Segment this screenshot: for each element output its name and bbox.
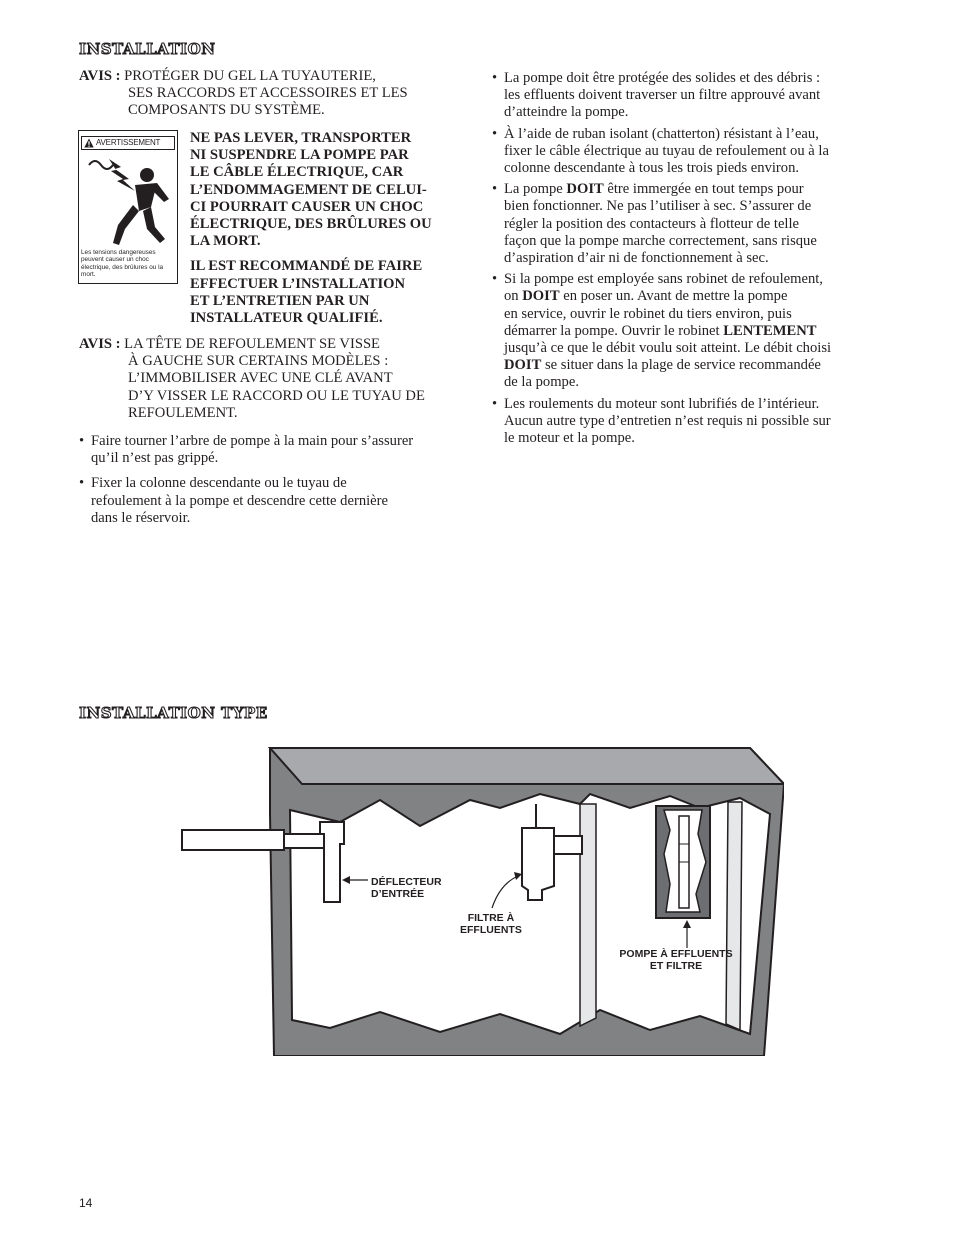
- electric-shock-icon: [85, 153, 173, 247]
- section-title-installation: INSTALLATION: [79, 40, 216, 58]
- bullet-list-left: [79, 433, 469, 527]
- notice-line: PROTÉGER DU GEL LA TUYAUTERIE,: [124, 68, 376, 84]
- notice-line: L’IMMOBILISER AVEC UNE CLÉ AVANT: [128, 370, 393, 387]
- warning-text: [190, 130, 460, 327]
- label-effluent-pump: POMPE À EFFLUENTS ET FILTRE: [619, 948, 733, 972]
- notice-line: D’Y VISSER LE RACCORD OU LE TUYAU DE: [128, 387, 425, 404]
- warning-line: L’ENDOMMAGEMENT DE CELUI-: [190, 181, 427, 198]
- septic-tank-diagram: [180, 744, 784, 1056]
- label-effluent-filter: FILTRE À EFFLUENTS: [460, 912, 522, 936]
- warning-line: EFFECTUER L’INSTALLATION: [190, 275, 406, 292]
- list-item: • Faire tourner l’arbre de pompe à la main pour s’assurer qu’il n’est pas grippé.: [79, 433, 469, 467]
- warning-line: LA MORT.: [190, 233, 261, 250]
- notice-line: COMPOSANTS DU SYSTÈME.: [128, 102, 325, 119]
- warning-line: NI SUSPENDRE LA POMPE PAR: [190, 147, 409, 164]
- notice-line: SES RACCORDS ET ACCESSOIRES ET LES: [128, 85, 408, 102]
- notice-discharge-head: [79, 336, 469, 422]
- warning-header: [81, 136, 175, 150]
- label-inlet-deflector: DÉFLECTEUR D’ENTRÉE: [371, 876, 442, 900]
- notice-frost: [79, 68, 469, 120]
- notice-line: REFOULEMENT.: [128, 404, 238, 421]
- list-item: • À l’aide de ruban isolant (chatterton) résistant à l’eau, fixer le câble électrique au tuyau de refoulement ou à la colonne descendante à tous les trois pieds environ.: [492, 126, 892, 178]
- warning-line: INSTALLATEUR QUALIFIÉ.: [190, 310, 383, 327]
- warning-label-box: [78, 130, 178, 284]
- notice-line: LA TÊTE DE REFOULEMENT SE VISSE: [124, 336, 380, 352]
- warning-triangle-icon: [84, 138, 94, 148]
- list-item: • Fixer la colonne descendante ou le tuyau de refoulement à la pompe et descendre cette dernière dans le réservoir.: [79, 475, 469, 527]
- warning-line: NE PAS LEVER, TRANSPORTER: [190, 130, 412, 146]
- section-title-installation-type: INSTALLATION TYPE: [79, 704, 268, 722]
- notice-label: AVIS :: [79, 68, 121, 84]
- warning-line: LE CÂBLE ÉLECTRIQUE, CAR: [190, 164, 404, 181]
- list-item: • Les roulements du moteur sont lubrifiés de l’intérieur. Aucun autre type d’entretien n’est requis ni possible sur le moteur et la pompe.: [492, 396, 892, 448]
- page-number: 14: [79, 1196, 93, 1210]
- warning-line: ET L’ENTRETIEN PAR UN: [190, 292, 370, 309]
- bullet-list-right: [492, 70, 892, 447]
- warning-line: CI POURRAIT CAUSER UN CHOC: [190, 198, 424, 215]
- list-item: • La pompe DOIT être immergée en tout temps pour bien fonctionner. Ne pas l’utiliser à sec. S’assurer de régler la position des contacteurs à flotteur de telle façon que la pompe marche correctement, sans risque d’aspiration d’air ni de fonctionnement à sec.: [492, 181, 892, 267]
- list-item: • Si la pompe est employée sans robinet de refoulement, on DOIT en poser un. Avant de mettre la pompe en service, ouvrir le robinet du tiers environ, puis démarrer la pompe. Ouvrir le robinet LENTEMENT jusqu’à ce que le débit voulu soit atteint. Le débit choisi DOIT se situer dans la plage de service recommandée de la pompe.: [492, 271, 892, 391]
- warning-header-text: AVERTISSEMENT: [96, 138, 161, 147]
- notice-line: À GAUCHE SUR CERTAINS MODÈLES :: [128, 353, 389, 370]
- list-item: • La pompe doit être protégée des solides et des débris : les effluents doivent traverser un filtre approuvé avant d’atteindre la pompe.: [492, 70, 892, 122]
- warning-line: IL EST RECOMMANDÉ DE FAIRE: [190, 258, 423, 275]
- notice-label: AVIS :: [79, 336, 121, 352]
- warning-line: ÉLECTRIQUE, DES BRÛLURES OU: [190, 216, 432, 233]
- warning-small-text: Les tensions dangereuses peuvent causer un choc électrique, des brûlures ou la mort.: [81, 249, 164, 279]
